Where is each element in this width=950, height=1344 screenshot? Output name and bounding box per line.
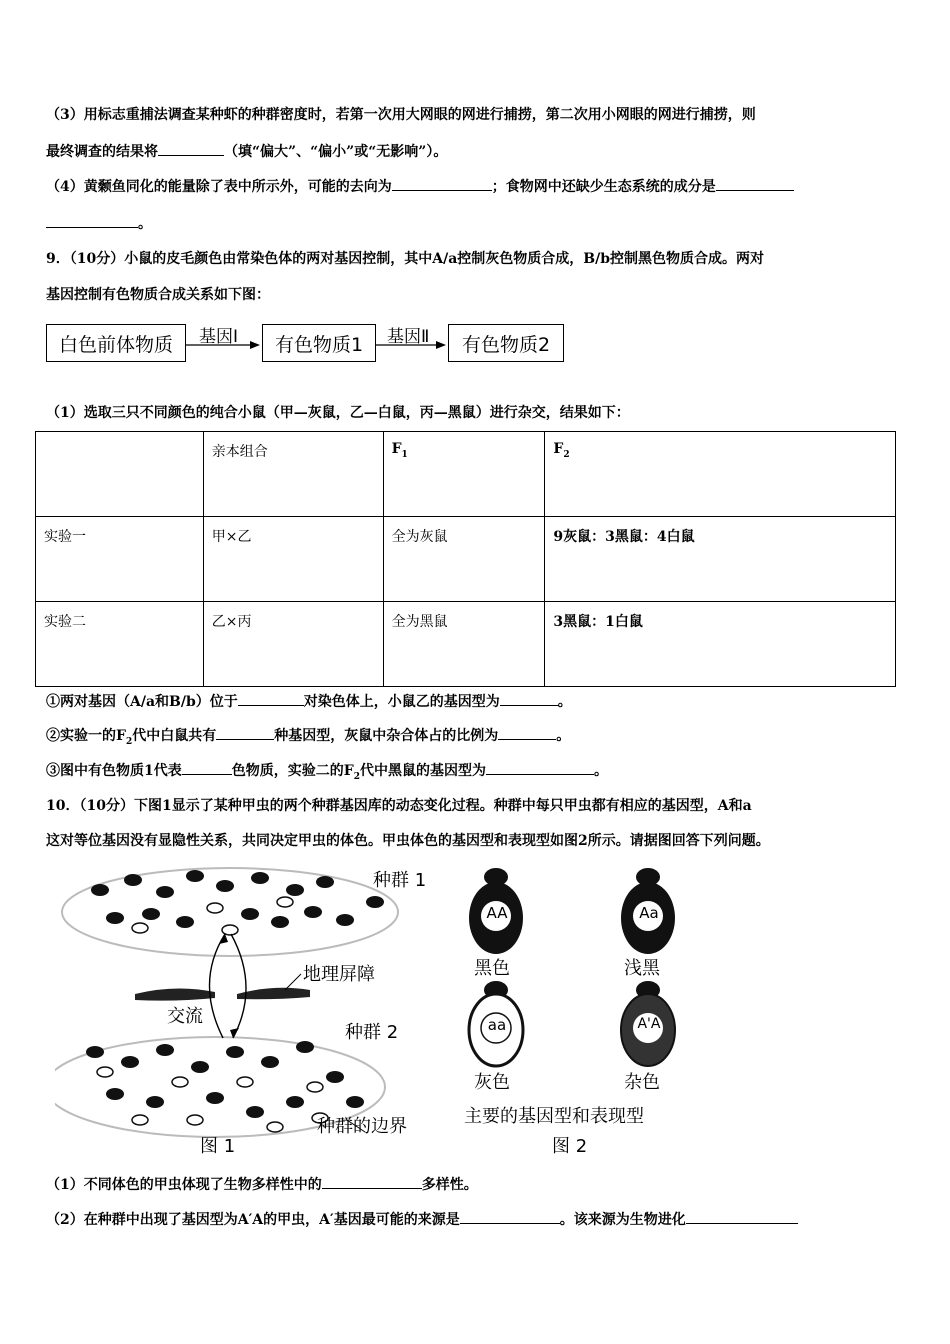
beetle-genotype: aa (487, 1016, 507, 1034)
figure-1 (55, 862, 455, 1162)
answer-blank[interactable] (392, 176, 492, 191)
pathway-box-colored1: 有色物质1 (262, 324, 376, 362)
q10-intro-line1: 10．（10分）下图1显示了某种甲虫的两个种群基因库的动态变化过程。种群中每只甲虫都有相应的基因型，A和a (46, 798, 752, 814)
beetle-phenotype: 黑色 (474, 958, 510, 979)
q10-part1: （1）不同体色的甲虫体现了生物多样性中的 多样性。 (46, 1174, 478, 1194)
fig1-barrier-label: 地理屏障 (303, 964, 375, 985)
answer-blank[interactable] (46, 213, 138, 228)
fig1-boundary-label: 种群的边界 (317, 1116, 407, 1137)
figure-2 (460, 862, 720, 1162)
answer-blank[interactable] (486, 760, 594, 775)
q8-part3-line2: 最终调查的结果将 （填“偏大”、“偏小”或“无影响”）。 (46, 141, 447, 161)
pathway-gene2-label: 基因Ⅱ (387, 327, 430, 347)
table-cell: 全为灰鼠 (383, 517, 545, 602)
pathway-gene1-label: 基因Ⅰ (199, 327, 239, 347)
q10-part2: （2）在种群中出现了基因型为A′A的甲虫，A′基因最可能的来源是 。该来源为生物进化 (46, 1209, 798, 1229)
q9-sub3: ③图中有色物质1代表 色物质，实验二的$F_2$代中黑鼠的基因型为 。 (46, 760, 608, 782)
answer-blank[interactable] (158, 141, 224, 156)
table-cell: 9灰鼠：3黑鼠：4白鼠 (545, 517, 896, 602)
pathway-box-colored2: 有色物质2 (448, 324, 564, 362)
beetle-phenotype: 杂色 (624, 1072, 660, 1093)
q10-intro-line2: 这对等位基因没有显隐性关系，共同决定甲虫的体色。甲虫体色的基因型和表现型如图2所示。请据图回答下列问题。 (46, 833, 770, 849)
fig2-caption: 图 2 (552, 1136, 588, 1157)
experiment-table (35, 431, 896, 687)
q9-sub1: ①两对基因（A/a和B/b）位于 对染色体上，小鼠乙的基因型为 。 (46, 691, 572, 711)
table-header-cell (36, 432, 204, 517)
q9-part1: （1）选取三只不同颜色的纯合小鼠（甲—灰鼠，乙—白鼠，丙—黑鼠）进行杂交，结果如下： (46, 405, 630, 421)
table-row (36, 517, 896, 602)
table-header-row (36, 432, 896, 517)
table-cell: 甲×乙 (203, 517, 383, 602)
beetle-genotype: AA (486, 904, 508, 922)
beetle-genotype: A'A (637, 1016, 661, 1032)
answer-blank[interactable] (238, 691, 304, 706)
answer-blank[interactable] (716, 176, 794, 191)
q8-part4-line2: 。 (46, 213, 152, 233)
q9-intro-line1: 9．（10分）小鼠的皮毛颜色由常染色体的两对基因控制，其中A/a控制灰色物质合成，B/b控制黑色物质合成。两对 (46, 251, 765, 267)
answer-blank[interactable] (216, 725, 274, 740)
fig1-exchange-label: 交流 (167, 1006, 203, 1027)
answer-blank[interactable] (322, 1174, 422, 1189)
q8-part3-line1: （3）用标志重捕法调查某种虾的种群密度时，若第一次用大网眼的网进行捕捞，第二次用小网眼的网进行捕捞，则 (46, 107, 756, 123)
fig1-pop2-label: 种群 2 (345, 1022, 399, 1043)
answer-blank[interactable] (182, 760, 232, 775)
fig1-pop1-label: 种群 1 (373, 870, 427, 891)
table-cell: 全为黑鼠 (383, 602, 545, 687)
answer-blank[interactable] (460, 1209, 560, 1224)
fig2-subtitle: 主要的基因型和表现型 (464, 1106, 644, 1127)
table-cell: 实验二 (36, 602, 204, 687)
table-row (36, 602, 896, 687)
table-cell: 实验一 (36, 517, 204, 602)
fig1-caption: 图 1 (200, 1136, 236, 1157)
answer-blank[interactable] (500, 691, 558, 706)
q8-part4-line1: （4）黄颡鱼同化的能量除了表中所示外，可能的去向为 ；食物网中还缺少生态系统的成分是 (46, 176, 794, 196)
table-cell: 乙×丙 (203, 602, 383, 687)
table-header-cell: $F_2$ (545, 432, 896, 517)
table-header-cell: 亲本组合 (203, 432, 383, 517)
beetle-phenotype: 灰色 (474, 1072, 510, 1093)
answer-blank[interactable] (686, 1209, 798, 1224)
q9-sub2: ②实验一的$F_2$代中白鼠共有 种基因型，灰鼠中杂合体占的比例为 。 (46, 725, 570, 747)
table-header-cell: $F_1$ (383, 432, 545, 517)
beetle-phenotype: 浅黑 (624, 958, 660, 979)
beetle-genotype: Aa (639, 904, 659, 922)
table-cell: 3黑鼠：1白鼠 (545, 602, 896, 687)
answer-blank[interactable] (498, 725, 556, 740)
pathway-box-precursor: 白色前体物质 (46, 324, 186, 362)
q9-intro-line2: 基因控制有色物质合成关系如下图： (46, 287, 270, 303)
